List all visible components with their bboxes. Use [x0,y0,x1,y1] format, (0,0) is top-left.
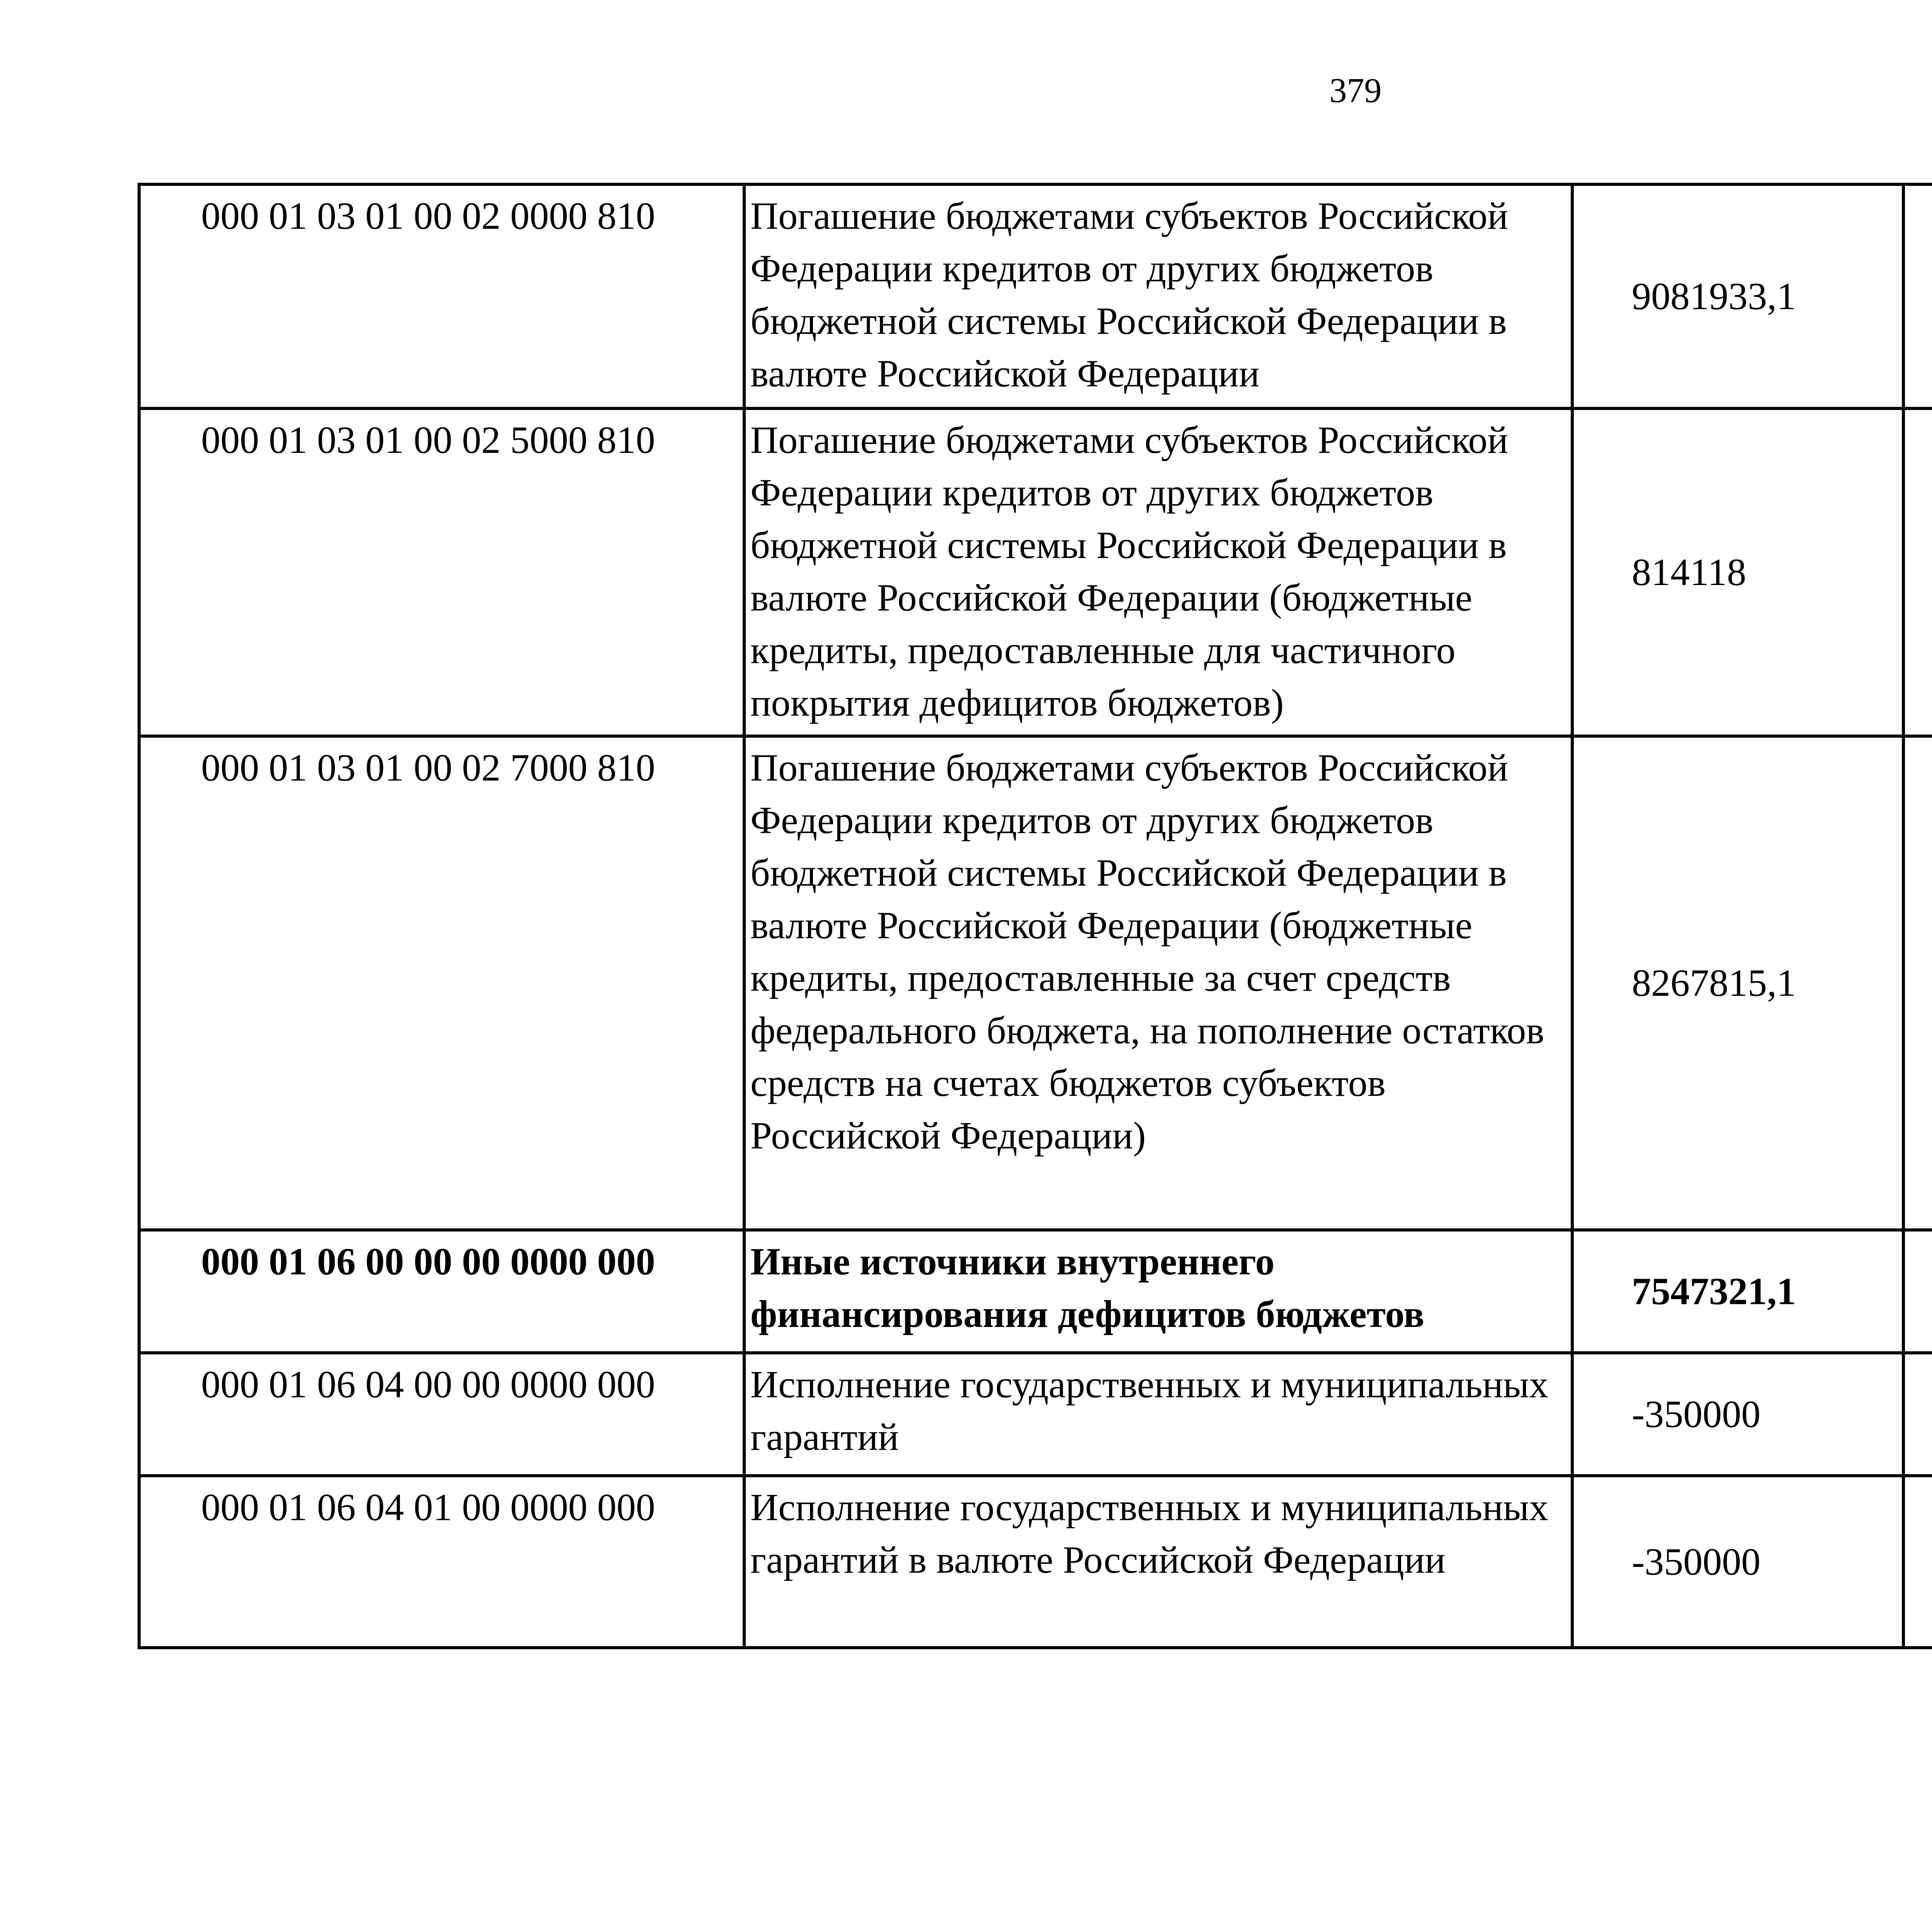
value-year-1-cell: -350000 [1572,1476,1903,1648]
value-year-1-cell: 814118 [1572,408,1903,736]
page-number: 379 [1329,71,1382,110]
value-year-1-cell: 8267815,1 [1572,736,1903,1230]
value-year-1-cell: -350000 [1572,1353,1903,1476]
budget-code-cell: 000 01 06 00 00 00 0000 000 [139,1230,744,1353]
item-name-cell: Погашение бюджетами субъектов Российской Федерации кредитов от других бюджетов бюджетной системы Российской Федерации в валюте Российской Федерации (бюджетные кредиты, предоставленные за счет средств федерального бюджета, на пополнение остатков средств на счетах бюджетов субъектов Российской Федерации) [744,736,1572,1230]
budget-sources-table [138,183,1932,1649]
value-year-2-cell [1903,1230,1932,1353]
value-year-1-cell: 7547321,1 [1572,1230,1903,1353]
table-row [139,736,1932,1230]
item-name-cell: Исполнение государственных и муниципальных гарантий [744,1353,1572,1476]
budget-code-cell: 000 01 06 04 01 00 0000 000 [139,1476,744,1648]
table-row [139,1476,1932,1648]
table-row [139,408,1932,736]
value-year-2-cell [1903,1476,1932,1648]
table-row [139,1353,1932,1476]
value-year-1-cell: 9081933,1 [1572,184,1903,408]
item-name-cell: Погашение бюджетами субъектов Российской Федерации кредитов от других бюджетов бюджетной системы Российской Федерации в валюте Российской Федерации [744,184,1572,408]
value-year-2-cell [1903,408,1932,736]
value-year-2-cell [1903,184,1932,408]
budget-code-cell: 000 01 03 01 00 02 7000 810 [139,736,744,1230]
budget-code-cell: 000 01 03 01 00 02 0000 810 [139,184,744,408]
budget-code-cell: 000 01 03 01 00 02 5000 810 [139,408,744,736]
budget-code-cell: 000 01 06 04 00 00 0000 000 [139,1353,744,1476]
item-name-cell: Иные источники внутреннего финансирования дефицитов бюджетов [744,1230,1572,1353]
item-name-cell: Исполнение государственных и муниципальных гарантий в валюте Российской Федерации [744,1476,1572,1648]
value-year-2-cell [1903,736,1932,1230]
item-name-cell: Погашение бюджетами субъектов Российской Федерации кредитов от других бюджетов бюджетной системы Российской Федерации в валюте Российской Федерации (бюджетные кредиты, предоставленные для частичного покрытия дефицитов бюджетов) [744,408,1572,736]
value-year-2-cell [1903,1353,1932,1476]
table-row-summary [139,1230,1932,1353]
table-row [139,184,1932,408]
